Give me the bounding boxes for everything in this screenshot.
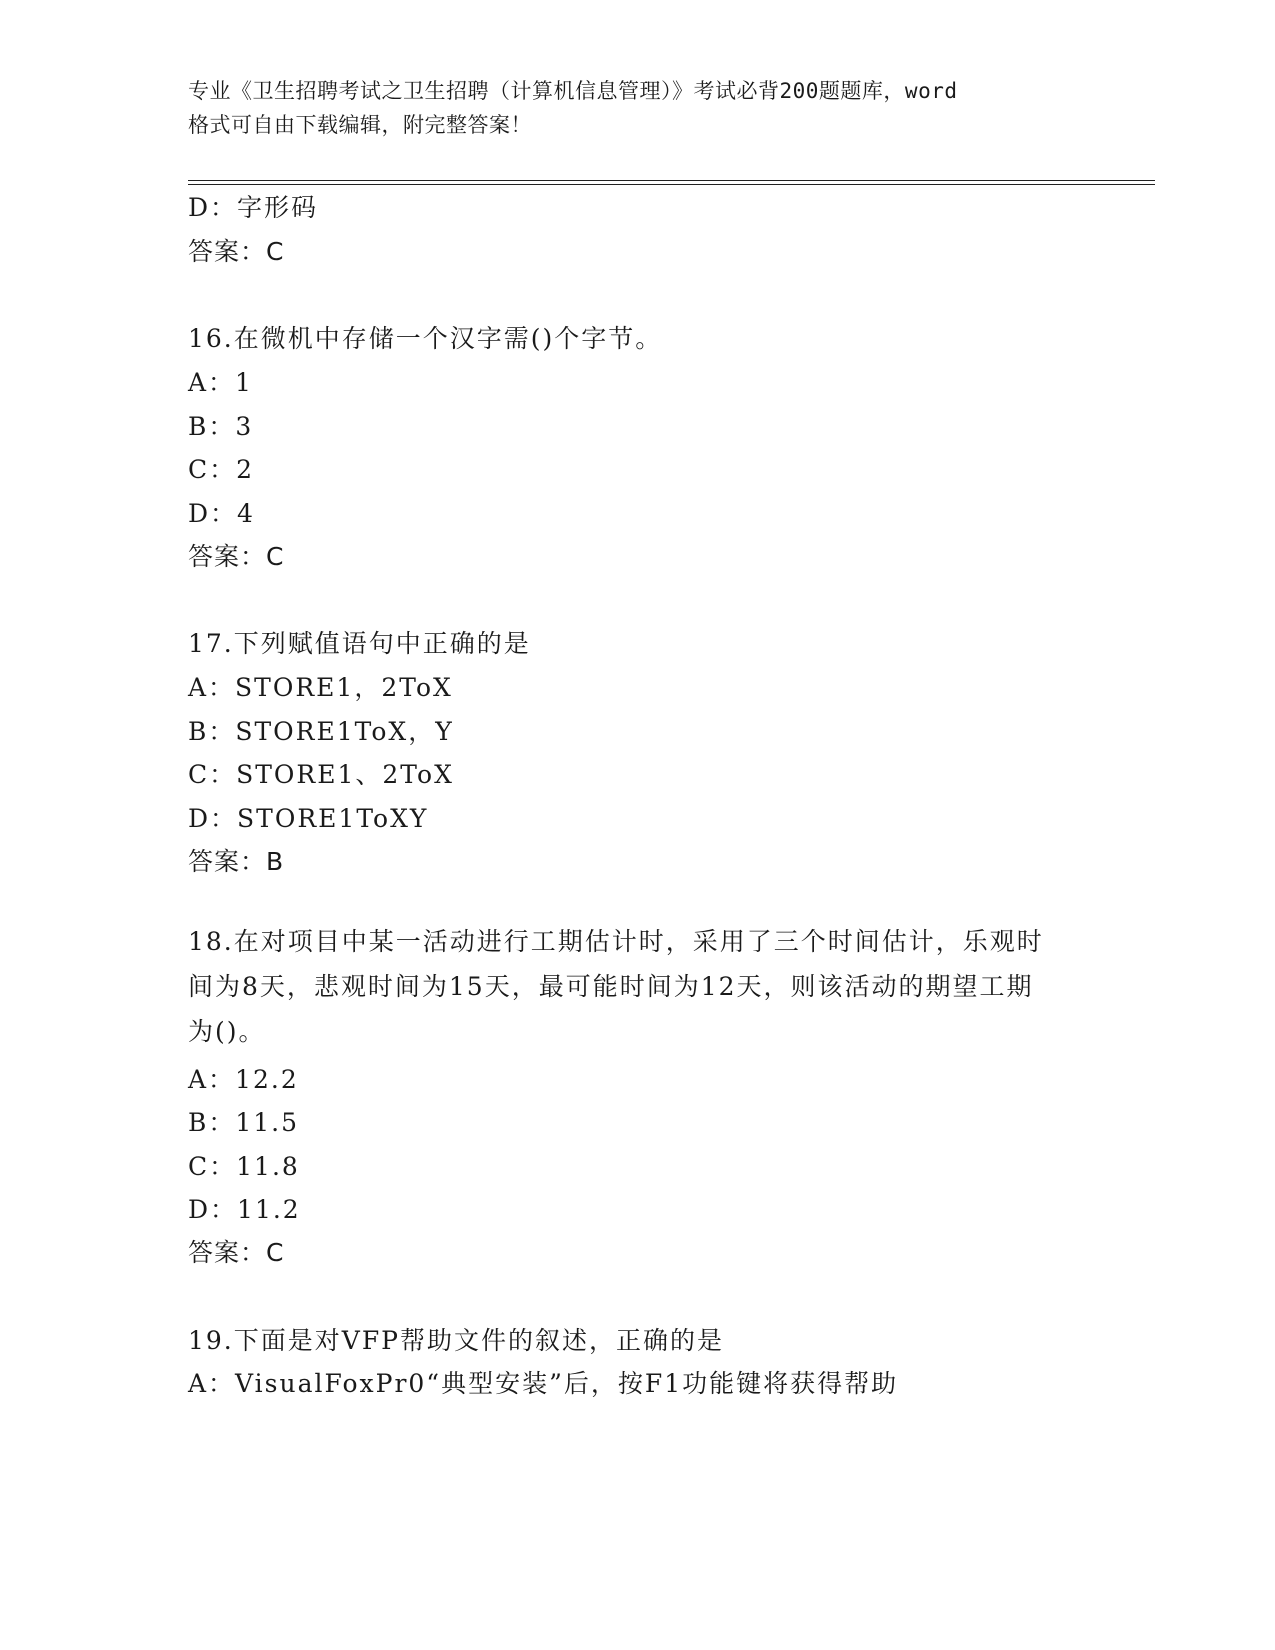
- header-divider-top: [188, 180, 1155, 181]
- header-title-line-2: 格式可自由下载编辑，附完整答案！: [188, 113, 532, 137]
- question-17-option-d: D：STORE1ToXY: [188, 804, 429, 833]
- question-18-option-a: A：12.2: [188, 1065, 299, 1094]
- question-17-stem: 17.下列赋值语句中正确的是: [188, 629, 531, 658]
- question-19-stem: 19.下面是对VFP帮助文件的叙述，正确的是: [188, 1326, 724, 1355]
- question-18-option-c: C：11.8: [188, 1152, 300, 1181]
- question-17-option-b: B：STORE1ToX，Y: [188, 717, 454, 746]
- question-17-answer: 答案：B: [188, 847, 285, 876]
- question-17-option-a: A：STORE1，2ToX: [188, 673, 453, 702]
- question-16-stem: 16.在微机中存储一个汉字需()个字节。: [188, 324, 663, 353]
- document-header: [188, 74, 1088, 142]
- question-18-answer: 答案：C: [188, 1238, 285, 1267]
- header-title-line-1: 专业《卫生招聘考试之卫生招聘（计算机信息管理）》考试必背200题题库，word: [188, 79, 958, 103]
- header-divider-bottom: [188, 184, 1155, 185]
- question-18-option-b: B：11.5: [188, 1108, 300, 1137]
- carryover-answer: 答案：C: [188, 237, 285, 266]
- question-16-option-c: C：2: [188, 455, 255, 484]
- question-16-option-d: D：4: [188, 499, 255, 528]
- question-18-stem: 18.在对项目中某一活动进行工期估计时，采用了三个时间估计，乐观时间为8天，悲观时间为15天，最可能时间为12天，则该活动的期望工期为()。: [188, 927, 1044, 1046]
- question-19-option-a: A：VisualFoxPr0“典型安装”后，按F1功能键将获得帮助: [188, 1369, 899, 1398]
- question-16-answer: 答案：C: [188, 542, 285, 571]
- question-16-option-b: B：3: [188, 412, 254, 441]
- question-18-option-d: D：11.2: [188, 1195, 301, 1224]
- carryover-option-d: D：字形码: [188, 193, 319, 222]
- question-17-option-c: C：STORE1、2ToX: [188, 760, 454, 789]
- question-16-option-a: A：1: [188, 368, 253, 397]
